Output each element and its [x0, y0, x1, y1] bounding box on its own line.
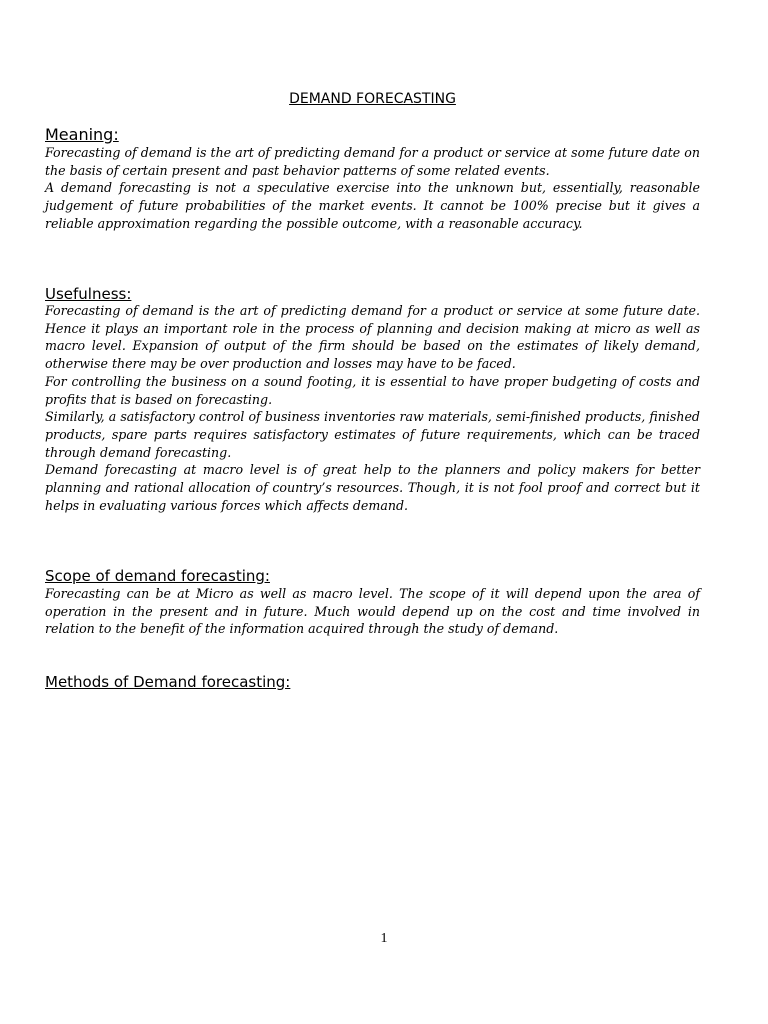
meaning-section	[45, 144, 700, 233]
scope-section	[45, 585, 700, 638]
usefulness-paragraph-3: Similarly, a satisfactory control of business inventories raw materials, semi-finished products, finished products, spare parts requires satisfactory estimates of future requirements, which can be traced through demand forecasting.	[45, 409, 700, 460]
meaning-paragraph-1: Forecasting of demand is the art of predicting demand for a product or service at some future date on the basis of certain present and past behavior patterns of some related events.	[45, 145, 700, 178]
page-number: 1	[380, 931, 388, 946]
scope-paragraph-1: Forecasting can be at Micro as well as macro level. The scope of it will depend upon the area of operation in the present and in future. Much would depend up on the cost and time involved in relation to the benefit of the information acquired through the study of demand.	[45, 586, 700, 637]
methods-heading: Methods of Demand forecasting:	[45, 673, 291, 691]
document-title: DEMAND FORECASTING	[289, 91, 456, 107]
usefulness-paragraph-2: For controlling the business on a sound footing, it is essential to have proper budgeting of costs and profits that is based on forecasting.	[45, 373, 700, 407]
meaning-paragraph-2: A demand forecasting is not a speculative exercise into the unknown but, essentially, reasonable judgement of future probabilities of the market events. It cannot be 100% precise but it gives a reliable approximation regarding the possible outcome, with a reasonable accuracy.	[45, 180, 700, 231]
usefulness-section	[45, 302, 700, 514]
meaning-heading: Meaning:	[45, 125, 119, 144]
scope-heading: Scope of demand forecasting:	[45, 567, 270, 585]
usefulness-heading: Usefulness:	[45, 285, 132, 303]
usefulness-paragraph-1: Forecasting of demand is the art of predicting demand for a product or service at some future date. Hence it plays an important role in the process of planning and decision making at micro as well as macro level. Expansion of output of the firm should be based on the estimates of likely demand, otherwise there may be over production and losses may have to be faced.	[45, 303, 700, 372]
usefulness-paragraph-4: Demand forecasting at macro level is of great help to the planners and policy makers for better planning and rational allocation of country’s resources. Though, it is not fool proof and correct but it helps in evaluating various forces which affects demand.	[45, 462, 700, 513]
